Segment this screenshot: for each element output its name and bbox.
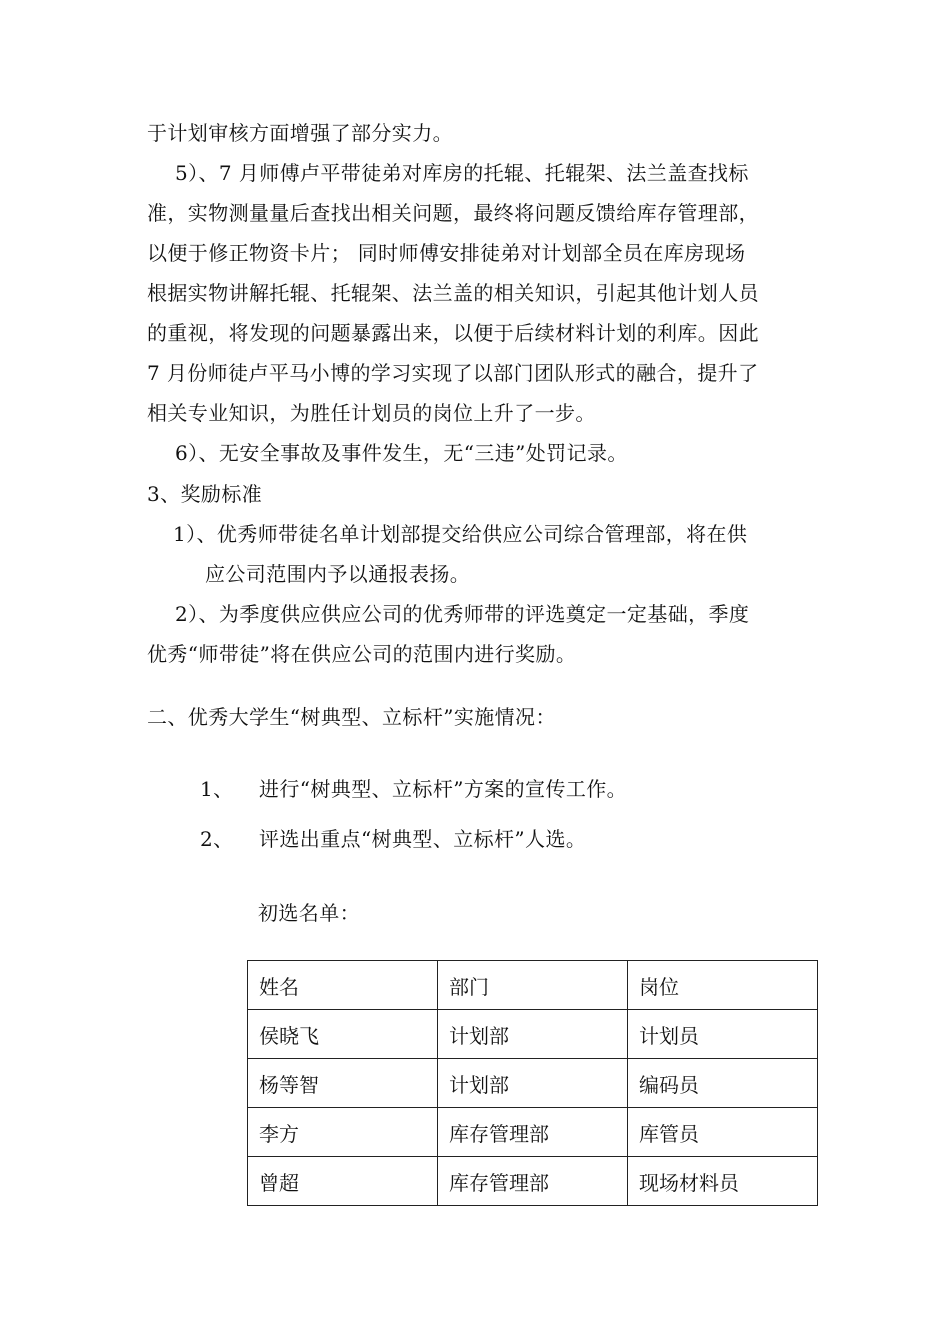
list-item: 评选出重点“树典型、立标杆”人选。	[259, 827, 587, 851]
paragraph-line: 准，实物测量量后查找出相关问题，最终将问题反馈给库存管理部，	[147, 201, 759, 225]
table-header-cell: 岗位	[628, 961, 818, 1010]
paragraph-line: 的重视，将发现的问题暴露出来，以便于后续材料计划的利库。因此	[147, 321, 759, 345]
paragraph-line: 1）、优秀师带徒名单计划部提交给供应公司综合管理部，将在供	[173, 522, 748, 546]
table-row	[248, 1157, 818, 1206]
list-item-number: 2、	[200, 827, 234, 851]
table-row	[248, 1059, 818, 1108]
table-cell: 计划员	[628, 1010, 818, 1059]
paragraph-line: 7 月份师徒卢平马小博的学习实现了以部门团队形式的融合，提升了	[147, 361, 759, 385]
paragraph-line: 2）、为季度供应供应公司的优秀师带的评选奠定一定基础，季度	[175, 602, 750, 626]
paragraph-line: 于计划审核方面增强了部分实力。	[147, 121, 453, 145]
list-title: 初选名单：	[258, 901, 360, 925]
table-cell: 现场材料员	[628, 1157, 818, 1206]
list-item-number: 1、	[200, 777, 234, 801]
table-cell: 曾超	[248, 1157, 438, 1206]
table-header-cell: 姓名	[248, 961, 438, 1010]
section-heading: 二、优秀大学生“树典型、立标杆”实施情况：	[147, 705, 556, 729]
table-cell: 库存管理部	[438, 1157, 628, 1206]
paragraph-line: 应公司范围内予以通报表扬。	[205, 562, 471, 586]
table-cell: 李方	[248, 1108, 438, 1157]
paragraph-line: 优秀“师带徒”将在供应公司的范围内进行奖励。	[147, 642, 577, 666]
table-row	[248, 1010, 818, 1059]
table-cell: 侯晓飞	[248, 1010, 438, 1059]
candidate-table	[247, 960, 818, 1206]
paragraph-line: 根据实物讲解托辊、托辊架、法兰盖的相关知识，引起其他计划人员	[147, 281, 759, 305]
table-cell: 库存管理部	[438, 1108, 628, 1157]
paragraph-line: 6）、无安全事故及事件发生，无“三违”处罚记录。	[175, 441, 628, 465]
list-item: 进行“树典型、立标杆”方案的宣传工作。	[259, 777, 628, 801]
paragraph-line: 相关专业知识，为胜任计划员的岗位上升了一步。	[147, 401, 596, 425]
paragraph-line: 5）、7 月师傅卢平带徒弟对库房的托辊、托辊架、法兰盖查找标	[175, 161, 749, 185]
table-row	[248, 1108, 818, 1157]
table-cell: 编码员	[628, 1059, 818, 1108]
table-cell: 计划部	[438, 1059, 628, 1108]
table-cell: 计划部	[438, 1010, 628, 1059]
paragraph-line: 以便于修正物资卡片； 同时师傅安排徒弟对计划部全员在库房现场	[147, 241, 746, 265]
section-heading: 3、奖励标准	[147, 482, 263, 506]
table-cell: 库管员	[628, 1108, 818, 1157]
table-cell: 杨等智	[248, 1059, 438, 1108]
table-header-cell: 部门	[438, 961, 628, 1010]
table-header-row	[248, 961, 818, 1010]
